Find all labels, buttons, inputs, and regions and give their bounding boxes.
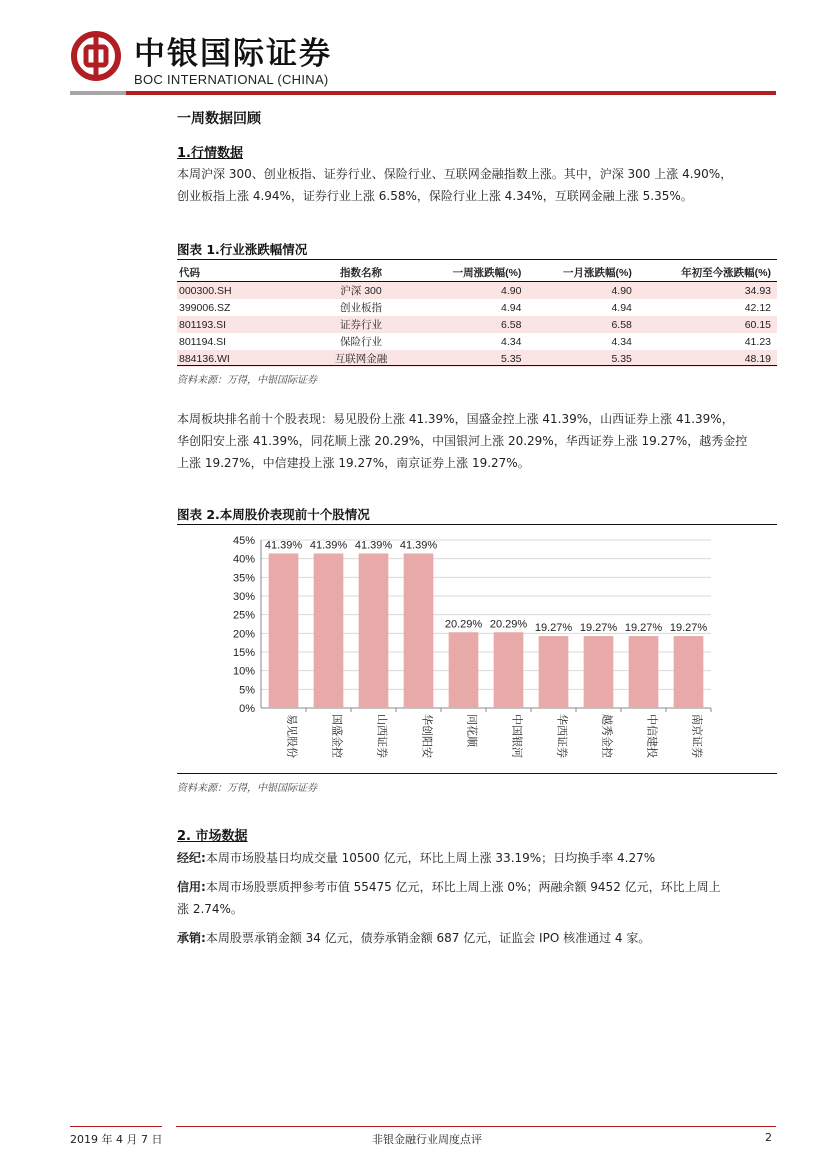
bar [314, 553, 344, 708]
table-cell-name: 证券行业 [305, 316, 417, 333]
table-cell-week: 6.58 [417, 316, 527, 333]
data-label: 41.39% [264, 539, 303, 552]
data-label: 20.29% [489, 618, 528, 631]
x-tick-label: 同花顺 [465, 714, 479, 747]
table1-bottom-rule [177, 365, 777, 366]
figure2-bottom-rule [177, 773, 777, 774]
top-stocks-line-2: 华创阳安上涨 41.39%，同花顺上涨 20.29%，中国银河上涨 20.29%，华西证券上涨 19.27%，越秀金控 [177, 434, 748, 448]
table-row [177, 282, 777, 300]
footer-date: 2019 年 4 月 7 日 [70, 1133, 163, 1146]
table-cell-code: 801194.SI [179, 335, 227, 348]
underwriting-text: 本周股票承销金额 34 亿元，债券承销金额 687 亿元，证监会 IPO 核准通过 4 家。 [205, 931, 651, 945]
bar [269, 553, 299, 708]
table-cell-code: 801193.SI [177, 316, 305, 333]
top-stocks-paragraph [177, 408, 777, 474]
table1-title: 图表 1.行业涨跌幅情况 [177, 242, 308, 257]
x-tick-label: 越秀金控 [600, 714, 614, 758]
table-cell-ytd: 60.15 [638, 316, 777, 333]
table-cell-ytd: 48.19 [638, 350, 777, 367]
header-rule-gray [70, 91, 126, 95]
table-cell-week: 5.35 [417, 350, 527, 367]
table-header-index-name: 指数名称 [340, 267, 382, 279]
table-cell-month: 4.90 [527, 282, 637, 300]
y-tick-label: 40% [232, 553, 255, 566]
industry-change-table [177, 264, 777, 367]
bar [674, 636, 704, 708]
bar [539, 636, 569, 708]
table-cell-ytd: 41.23 [744, 335, 771, 348]
table-cell-month: 4.94 [611, 301, 632, 314]
top-stocks-line-3: 上涨 19.27%，中信建投上涨 19.27%，南京证券上涨 19.27%。 [177, 456, 530, 470]
data-label: 41.39% [354, 539, 393, 552]
table-header-code: 代码 [179, 267, 200, 279]
footer-rule-right [176, 1126, 776, 1127]
x-tick-label: 国盛金控 [330, 714, 344, 758]
table-cell-week: 4.94 [501, 301, 522, 314]
bar [404, 553, 434, 708]
data-label: 19.27% [624, 622, 663, 635]
data-label: 20.29% [444, 618, 483, 631]
brokerage-paragraph [177, 847, 777, 869]
table-row [177, 299, 777, 316]
bar [584, 636, 614, 708]
table-cell-code: 884136.WI [177, 350, 305, 367]
bar [494, 632, 524, 708]
market-summary-paragraph [177, 163, 777, 207]
top-stocks-chart [177, 528, 777, 768]
market-summary-line-1: 本周沪深 300、创业板指、证券行业、保险行业、互联网金融指数上涨。其中，沪深 300 上涨 4.90%， [177, 167, 733, 181]
x-tick-label: 华创阳安 [420, 714, 434, 758]
section-title-weekly-review: 一周数据回顾 [177, 111, 261, 127]
boc-logo-icon [70, 30, 122, 82]
brokerage-text: 本周市场股基日均成交量 10500 亿元，环比上周上涨 33.19%；日均换手率 4.27% [205, 851, 656, 865]
table-row [177, 316, 777, 333]
top-stocks-line-1: 本周板块排名前十个股表现：易见股份上涨 41.39%，国盛金控上涨 41.39%，山西证券上涨 41.39%， [177, 412, 734, 426]
figure2-source: 资料来源：万得，中银国际证券 [177, 783, 317, 794]
data-label: 41.39% [309, 539, 348, 552]
bar [449, 632, 479, 708]
table-header-ytd-change: 年初至今涨跌幅(%) [681, 267, 771, 279]
x-tick-label: 南京证券 [690, 714, 704, 758]
table-header-week-change: 一周涨跌幅(%) [452, 267, 522, 279]
table-cell-name: 沪深 300 [305, 282, 417, 300]
table-cell-code: 399006.SZ [179, 301, 231, 314]
subsection-title-market-data: 1.行情数据 [177, 146, 243, 161]
data-label: 19.27% [534, 622, 573, 635]
brand-name-en: BOC INTERNATIONAL (CHINA) [134, 72, 329, 87]
figure2-top-rule [177, 524, 777, 525]
underwriting-label: 承销: [177, 931, 206, 945]
header-rule-red [126, 91, 776, 95]
credit-text-line-1: 本周市场股票质押参考市值 55475 亿元，环比上周上涨 0%；两融余额 9452 亿元，环比上周上 [205, 880, 721, 894]
table-cell-ytd: 42.12 [744, 301, 771, 314]
underwriting-paragraph [177, 927, 777, 949]
x-tick-label: 易见股份 [285, 714, 299, 758]
brand-name-cn: 中银国际证券 [134, 36, 332, 72]
x-tick-label: 中国银河 [510, 714, 524, 758]
y-tick-label: 20% [232, 628, 255, 641]
y-tick-label: 25% [232, 609, 255, 622]
bar [629, 636, 659, 708]
table-cell-month: 4.34 [611, 335, 632, 348]
table-cell-month: 5.35 [527, 350, 637, 367]
bar-chart-svg [177, 528, 777, 768]
credit-label: 信用: [177, 880, 206, 894]
table-row [177, 333, 777, 350]
footer-rule-left [70, 1126, 162, 1127]
y-tick-label: 0% [239, 703, 255, 715]
y-tick-label: 5% [239, 684, 255, 697]
table-header-month-change: 一月涨跌幅(%) [563, 267, 632, 279]
y-tick-label: 30% [232, 591, 255, 603]
brokerage-label: 经纪: [177, 851, 206, 865]
table-header-row [177, 264, 777, 282]
table1-top-rule [177, 259, 777, 260]
table-cell-month: 6.58 [527, 316, 637, 333]
table-cell-name: 保险行业 [340, 336, 382, 348]
table-cell-week: 4.90 [417, 282, 527, 300]
x-tick-label: 华西证券 [555, 714, 569, 758]
table-cell-week: 4.34 [501, 335, 522, 348]
market-summary-line-2: 创业板指上涨 4.94%，证券行业上涨 6.58%，保险行业上涨 4.34%，互联网金融上涨 5.35%。 [177, 189, 693, 203]
y-tick-label: 15% [232, 647, 255, 659]
footer-page-number: 2 [765, 1131, 772, 1144]
bar [359, 553, 389, 708]
x-tick-label: 中信建投 [645, 714, 659, 758]
credit-text-line-2: 涨 2.74%。 [177, 902, 243, 916]
table1-source: 资料来源：万得，中银国际证券 [177, 375, 317, 386]
footer-report-name: 非银金融行业周度点评 [372, 1133, 482, 1146]
section-title-market-data: 2. 市场数据 [177, 829, 248, 844]
y-tick-label: 35% [232, 572, 255, 585]
data-label: 41.39% [399, 539, 438, 552]
data-label: 19.27% [579, 622, 618, 635]
table-cell-ytd: 34.93 [638, 282, 777, 300]
table-cell-name: 创业板指 [340, 302, 382, 314]
x-tick-label: 山西证券 [375, 714, 389, 758]
table-cell-code: 000300.SH [177, 282, 305, 300]
figure2-title: 图表 2.本周股价表现前十个股情况 [177, 507, 370, 522]
credit-paragraph [177, 876, 777, 920]
y-tick-label: 45% [232, 535, 255, 547]
table-cell-name: 互联网金融 [305, 350, 417, 367]
y-tick-label: 10% [232, 665, 255, 678]
data-label: 19.27% [669, 622, 708, 635]
